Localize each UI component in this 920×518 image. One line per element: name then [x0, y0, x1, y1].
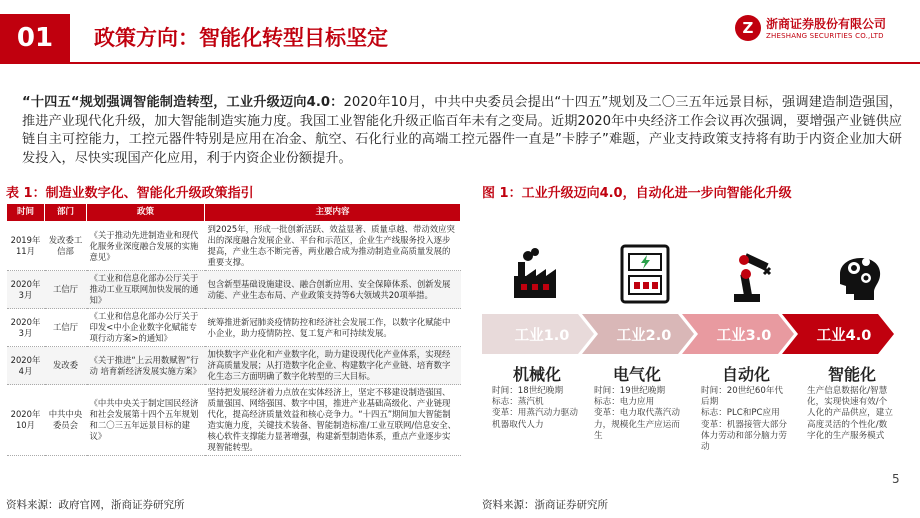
- stage-label: 工业2.0: [616, 327, 672, 344]
- col-header-dept: 部门: [45, 204, 87, 222]
- stage-description: 时间：20世纪60年代后期 标志：PLC和PC应用 变革：机器接管大部分体力劳动和部分脑力劳动: [701, 386, 787, 453]
- cell-dept: 工信厅: [45, 271, 87, 309]
- cell-dept: 工信厅: [45, 309, 87, 347]
- table-row: [7, 309, 461, 347]
- cell-policy: 《关于推动先进制造业和现代化服务业深度融合发展的实施意见》: [87, 222, 205, 271]
- cell-dept: 中共中央委员会: [45, 385, 87, 456]
- logo-chinese-name: 浙商证券股份有限公司: [766, 17, 887, 31]
- stage-label: 工业3.0: [716, 327, 772, 344]
- table-row: [7, 271, 461, 309]
- cell-time: 2020年3月: [7, 309, 45, 347]
- col-header-time: 时间: [7, 204, 45, 222]
- table-source: 资料来源：政府官网，浙商证券研究所: [6, 499, 185, 511]
- stage-label: 工业1.0: [514, 327, 570, 344]
- company-logo: [735, 15, 915, 49]
- stage-name: 智能化: [828, 365, 877, 384]
- cell-time: 2020年4月: [7, 347, 45, 385]
- table-row: [7, 347, 461, 385]
- factory-icon: [504, 244, 566, 306]
- cell-policy: 《工业和信息化部办公厅关于推动工业互联网加快发展的通知》: [87, 271, 205, 309]
- intro-body: 2020年10月，中共中央委员会提出“十四五”规划及二〇三五年远景目标，强调建造制造强国，推进产业现代化升级，加大智能制造实施力度。我国工业智能化升级正临百年未有之变局。近期2020年中央经济工作会议再次强调，要增强产业链供应链自主可控能力，工控元器件特别是应用在冶金、航空、石化行业的高端工控元器件一直是”卡脖子”难题，产业支持政策支持将有助于内资企业加大研发投入，尽快实现国产化应用，利于内资企业份额提升。: [22, 95, 902, 166]
- intro-paragraph: [22, 94, 902, 168]
- section-number-badge: 01: [0, 14, 70, 62]
- cell-policy: 《工业和信息化部办公厅关于印发<中小企业数字化赋能专项行动方案>的通知》: [87, 309, 205, 347]
- stage-label: 工业4.0: [816, 327, 872, 344]
- logo-english-name: ZHESHANG SECURITIES CO.,LTD: [766, 32, 884, 40]
- cell-time: 2020年3月: [7, 271, 45, 309]
- table-row: [7, 385, 461, 456]
- intro-lead: “十四五“规划强调智能制造转型，工业升级迈向4.0：: [22, 95, 344, 110]
- col-header-policy: 政策: [87, 204, 205, 222]
- robot-arm-icon: [720, 244, 782, 306]
- cell-time: 2019年11月: [7, 222, 45, 271]
- table-title: 表 1：制造业数字化、智能化升级政策指引: [6, 186, 254, 201]
- policy-table: [6, 203, 461, 456]
- cell-policy: 《中共中央关于制定国民经济和社会发展第十四个五年规划和二〇三五年远景目标的建议》: [87, 385, 205, 456]
- cell-content: 加快数字产业化和产业数字化，助力建设现代化产业体系，实现经济高质量发展；从打造数字化企业、构建数字化产业链、培育数字化生态三方面明确了数字化转型的三大目标。: [205, 347, 461, 385]
- cell-time: 2020年10月: [7, 385, 45, 456]
- stage-description: 时间：19世纪晚期 标志：电力应用 变革：电力取代蒸汽动力，规模化生产应运而生: [594, 386, 680, 441]
- page-title: 政策方向：智能化转型目标坚定: [94, 26, 388, 50]
- meter-icon: [614, 244, 676, 306]
- stage-name: 自动化: [722, 365, 771, 384]
- table-row: [7, 222, 461, 271]
- cell-dept: 发改委工信部: [45, 222, 87, 271]
- col-header-content: 主要内容: [205, 204, 461, 222]
- figure-title: 图 1：工业升级迈向4.0，自动化进一步向智能化升级: [482, 186, 792, 201]
- stage-name: 电气化: [613, 365, 662, 384]
- cell-content: 坚持把发展经济着力点放在实体经济上，坚定不移建设制造强国、质量强国、网络强国、数字中国，推进产业基础高级化、产业链现代化，提高经济质量效益和核心竞争力。“十四五”期间加大智能制造实施力度，关键技术装备、智能制造标准/工业互联网/信息安全、核心软件支撑能力显著增强，构建新型制造体系，重点产业逐步实现智能转型。: [205, 385, 461, 456]
- cell-dept: 发改委: [45, 347, 87, 385]
- brain-gears-icon: [828, 244, 890, 306]
- cell-policy: 《关于推进“上云用数赋智”行动 培育新经济发展实施方案》: [87, 347, 205, 385]
- page-number: 5: [892, 472, 900, 486]
- cell-content: 统筹推进新冠肺炎疫情防控和经济社会发展工作，以数字化赋能中小企业，助力疫情防控、复工复产和可持续发展。: [205, 309, 461, 347]
- stage-description: 时间：18世纪晚期 标志：蒸汽机 变革：用蒸汽动力驱动机器取代人力: [492, 386, 578, 430]
- stage-description: 生产信息数据化/智慧化，实现快速有效/个人化的产品供应，建立高度灵活的个性化/数字化的生产服务模式: [807, 386, 893, 441]
- figure-source: 资料来源：浙商证券研究所: [482, 499, 608, 511]
- logo-mark-icon: Z: [735, 15, 761, 41]
- header-divider: [0, 62, 920, 64]
- stage-name: 机械化: [513, 365, 562, 384]
- cell-content: 包含新型基础设施建设、融合创新应用、安全保障体系、创新发展动能、产业生态布局、产业政策支持等6大领域共20项举措。: [205, 271, 461, 309]
- table-header-row: [7, 204, 461, 222]
- cell-content: 到2025年，形成一批创新活跃、效益显著、质量卓越、带动效应突出的深度融合发展企业、平台和示范区，企业生产线服务投入逐步提高，产业生态不断完善，两业融合成为推动制造业高质量发展的重要支撑。: [205, 222, 461, 271]
